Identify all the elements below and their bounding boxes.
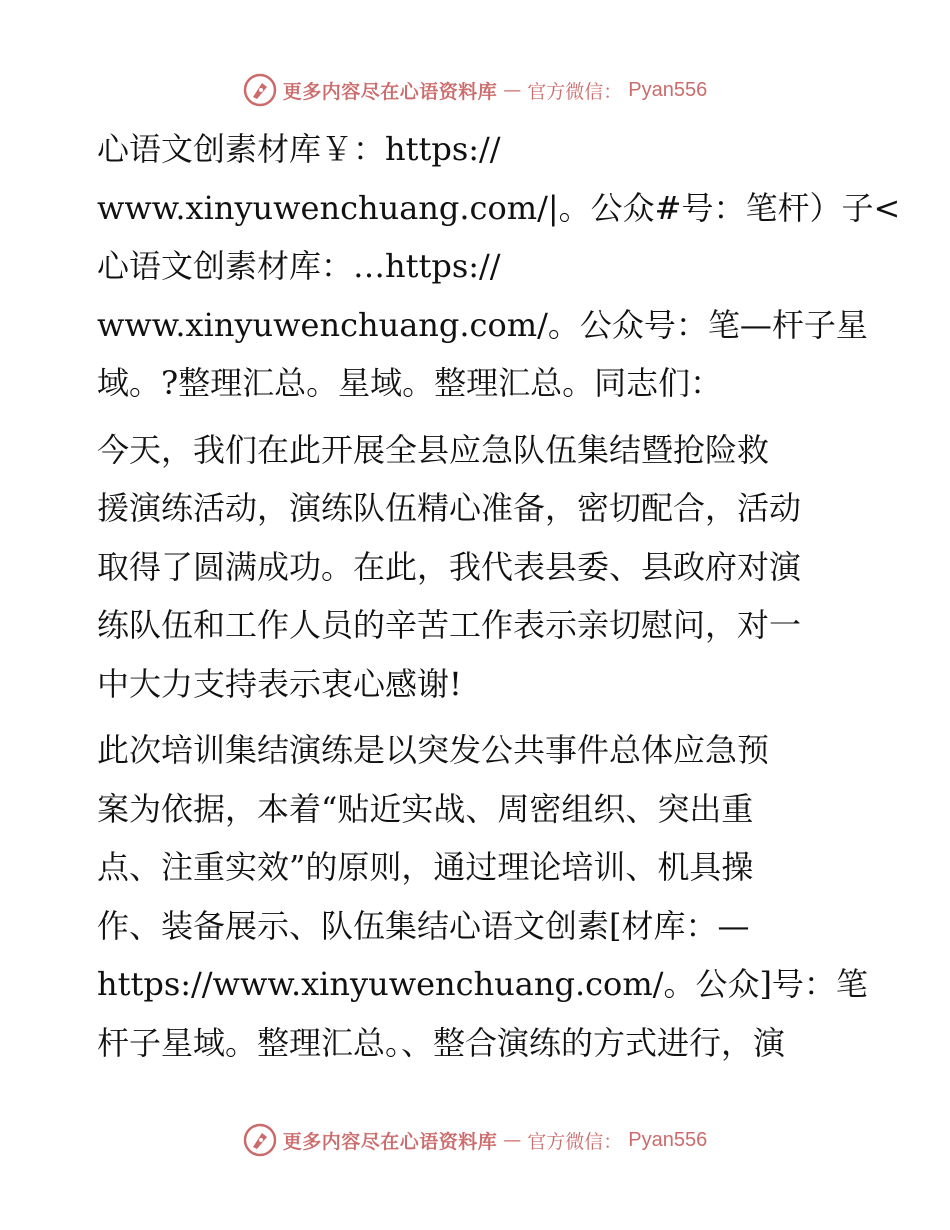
text-line: www.xinyuwenchuang.com/|。公众#号：笔杆）子< [97, 188, 901, 227]
header-separator: — [503, 79, 522, 101]
header-brand-text: 更多内容尽在心语资料库 [282, 80, 498, 103]
header-banner [0, 70, 950, 110]
text-line: 今天，我们在此开展全县应急队伍集结暨抢险救 [97, 430, 770, 469]
text-line: 点、注重实效”的原则，通过理论培训、机具操 [97, 848, 754, 886]
pen-nib-logo-icon [243, 73, 277, 107]
footer-banner [0, 1120, 950, 1160]
text-line: 练队伍和工作人员的辛苦工作表示亲切慰问，对一 [97, 606, 802, 644]
footer-brand-text: 更多内容尽在心语资料库 [282, 1130, 498, 1153]
footer-wechat-label: 官方微信： [527, 1130, 623, 1153]
text-line: 此次培训集结演练是以突发公共事件总体应急预 [97, 731, 770, 769]
pen-nib-logo-icon [243, 1123, 277, 1157]
paragraph-1 [97, 120, 901, 413]
text-line: 案为依据，本着“贴近实战、周密组织、突出重 [97, 789, 754, 828]
document-body [97, 120, 901, 1072]
text-line: 援演练活动，演练队伍精心准备，密切配合，活动 [97, 489, 802, 527]
text-line: https://www.xinyuwenchuang.com/。公众]号：笔 [97, 965, 868, 1003]
text-line: 杆子星域。整理汇总。、整合演练的方式进行，演 [97, 1023, 786, 1062]
header-wechat-id: Pyan556 [628, 78, 708, 101]
text-line: www.xinyuwenchuang.com/。公众号：笔—杆子星 [97, 305, 868, 344]
text-line: 域。?整理汇总。星域。整理汇总。同志们： [97, 364, 723, 402]
header-wechat-label: 官方微信： [527, 80, 623, 103]
text-line: 作、装备展示、队伍集结心语文创素[材库：— [97, 906, 750, 945]
paragraph-2 [97, 421, 857, 714]
text-line: 心语文创素材库￥：https:// [97, 130, 501, 168]
footer-wechat-id: Pyan556 [628, 1128, 708, 1151]
footer-separator: — [503, 1129, 522, 1151]
text-line: 心语文创素材库：…https:// [97, 247, 501, 285]
text-line: 取得了圆满成功。在此，我代表县委、县政府对演 [97, 547, 802, 586]
paragraph-3 [97, 721, 868, 1072]
text-line: 中大力支持表示衷心感谢! [97, 664, 462, 703]
